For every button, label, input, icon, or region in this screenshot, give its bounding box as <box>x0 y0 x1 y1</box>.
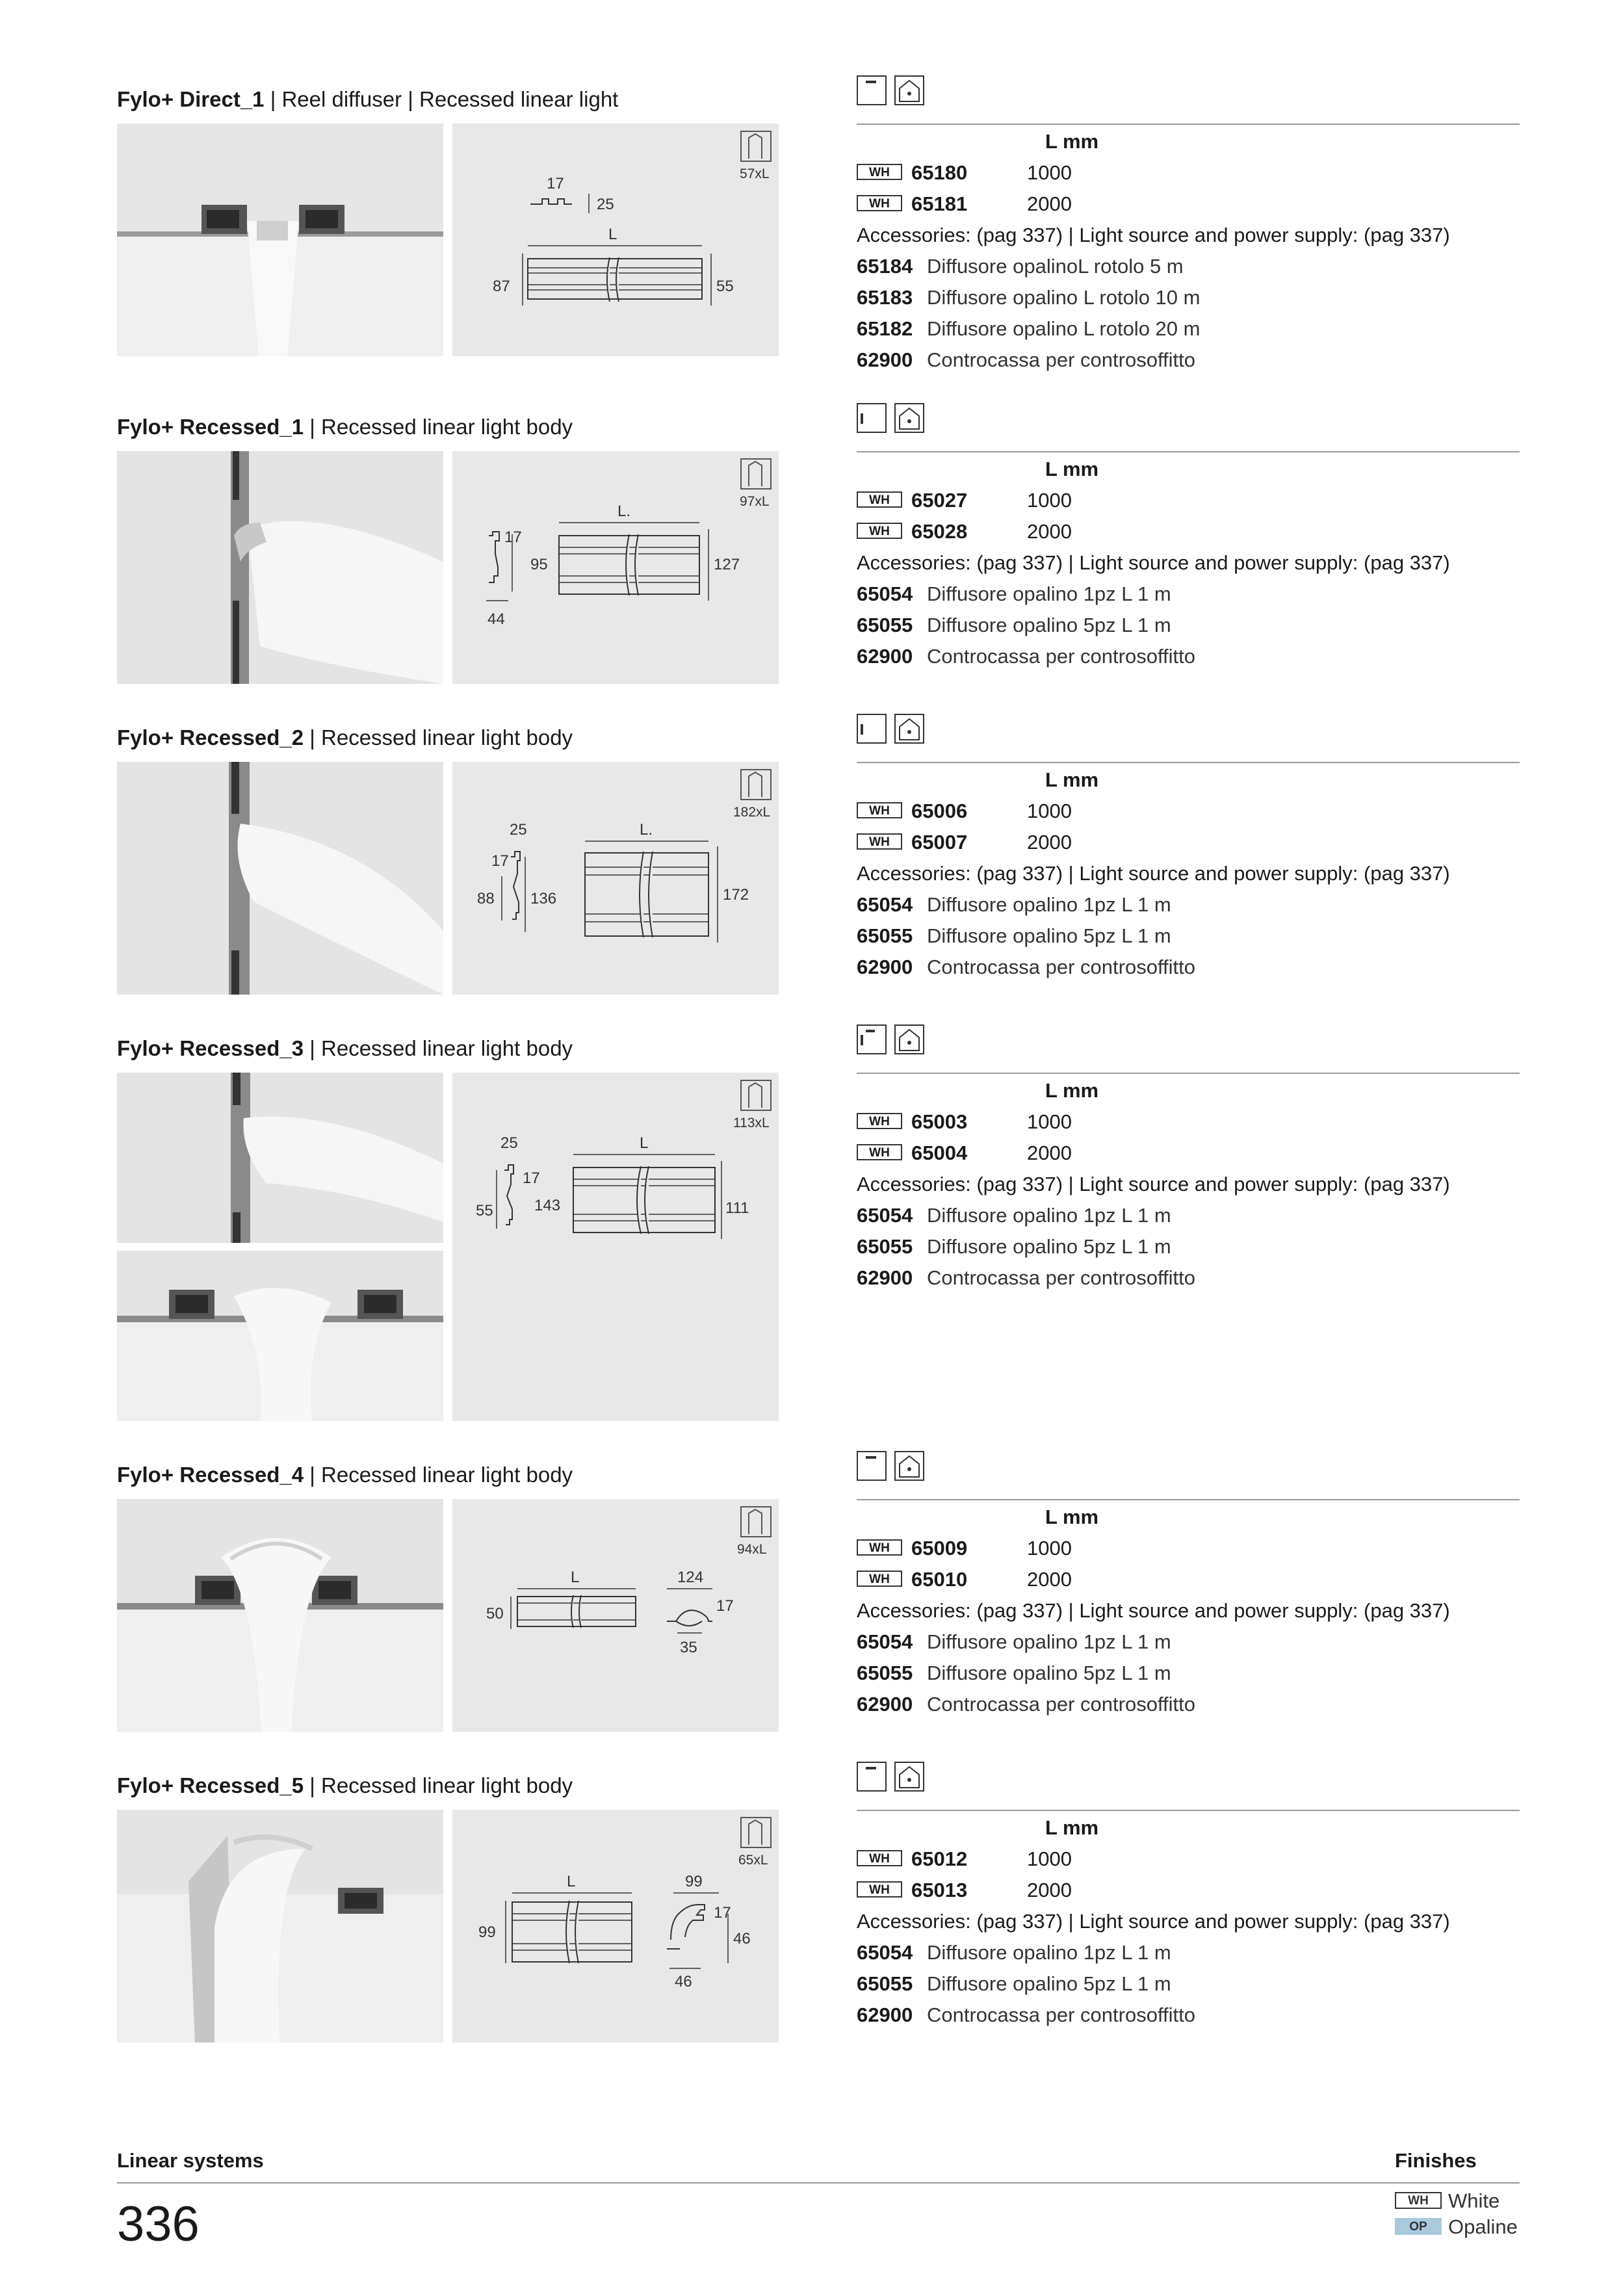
divider <box>857 1499 1520 1500</box>
svg-text:25: 25 <box>597 196 614 213</box>
accessory-item: 65055 Diffusore opalino 5pz L 1 m <box>857 924 1171 947</box>
mounting-icons <box>857 403 924 433</box>
divider <box>857 1810 1520 1811</box>
svg-text:113xL: 113xL <box>733 1115 770 1130</box>
indoor-icon <box>894 403 924 433</box>
svg-text:17: 17 <box>714 1904 731 1922</box>
accessories-line: Accessories: (pag 337) | Light source and power supply: (pag 337) <box>857 224 1450 246</box>
svg-text:182xL: 182xL <box>733 805 771 820</box>
svg-text:L: L <box>608 226 617 243</box>
svg-text:25: 25 <box>500 1134 518 1152</box>
svg-text:35: 35 <box>680 1639 697 1656</box>
product-photo <box>117 124 443 356</box>
table-row: WH 65009 1000 <box>857 1533 1520 1564</box>
accessory-item: 65182 Diffusore opalino L rotolo 20 m <box>857 317 1201 340</box>
technical-drawing <box>452 762 779 995</box>
svg-text:88: 88 <box>477 890 495 907</box>
table-row: WH 65010 2000 <box>857 1564 1520 1595</box>
multiplier-label: 57xL <box>740 166 770 181</box>
indoor-icon <box>894 1451 924 1481</box>
technical-drawing <box>452 124 779 356</box>
svg-text:136: 136 <box>530 890 557 907</box>
mounting-icons <box>857 75 924 105</box>
svg-text:46: 46 <box>733 1930 751 1948</box>
table-row: WH 65004 2000 <box>857 1138 1520 1169</box>
svg-text:127: 127 <box>714 556 740 573</box>
page-number: 336 <box>117 2197 200 2252</box>
accessories-line: Accessories: (pag 337) | Light source and power supply: (pag 337) <box>857 862 1450 885</box>
table-row: WH 65180 1000 <box>857 157 1520 189</box>
technical-drawing <box>452 1073 779 1421</box>
table-row: WH 65007 2000 <box>857 827 1520 858</box>
table-header: L mm <box>1045 1816 1099 1839</box>
svg-text:46: 46 <box>675 1973 692 1990</box>
accessory-item: 62900 Controcassa per controsoffitto <box>857 956 1195 978</box>
table-row: WH 65012 1000 <box>857 1844 1520 1875</box>
table-header: L mm <box>1045 768 1099 791</box>
accessory-item: 62900 Controcassa per controsoffitto <box>857 645 1195 668</box>
table-row: WH 65028 2000 <box>857 516 1520 547</box>
svg-text:143: 143 <box>534 1197 561 1214</box>
accessory-item: 65184 Diffusore opalinoL rotolo 5 m <box>857 255 1184 278</box>
accessory-item: 62900 Controcassa per controsoffitto <box>857 1693 1195 1715</box>
product-table <box>857 454 1520 672</box>
indoor-icon <box>894 75 924 105</box>
product-table <box>857 1075 1520 1294</box>
svg-text:172: 172 <box>723 886 749 904</box>
svg-text:17: 17 <box>716 1597 734 1615</box>
table-row: WH 65003 1000 <box>857 1106 1520 1138</box>
svg-text:L: L <box>567 1873 576 1890</box>
technical-drawing <box>452 451 779 684</box>
table-row: WH 65027 1000 <box>857 485 1520 516</box>
svg-text:111: 111 <box>725 1199 749 1217</box>
accessory-item: 65055 Diffusore opalino 5pz L 1 m <box>857 1972 1171 1995</box>
svg-text:99: 99 <box>685 1873 703 1890</box>
product-table <box>857 764 1520 983</box>
svg-text:97xL: 97xL <box>740 494 770 509</box>
finish-legend-white: WH White <box>1395 2189 1500 2213</box>
section-title: Fylo+ Recessed_2 | Recessed linear light body <box>117 725 573 750</box>
footer-finishes-title: Finishes <box>1395 2149 1477 2172</box>
product-photo <box>117 1499 443 1732</box>
ceiling-recessed-icon <box>857 75 887 105</box>
svg-text:L: L <box>640 1134 649 1152</box>
product-table <box>857 126 1520 376</box>
footer-divider <box>117 2182 1520 2184</box>
table-header: L mm <box>1045 458 1099 480</box>
table-row: WH 65181 2000 <box>857 189 1520 220</box>
wall-ceiling-recessed-icon <box>857 1024 887 1054</box>
footer-category: Linear systems <box>117 2149 264 2172</box>
table-header: L mm <box>1045 130 1099 153</box>
accessories-line: Accessories: (pag 337) | Light source and power supply: (pag 337) <box>857 1173 1450 1195</box>
svg-text:L.: L. <box>640 821 653 839</box>
accessories-line: Accessories: (pag 337) | Light source and power supply: (pag 337) <box>857 551 1450 574</box>
svg-text:94xL: 94xL <box>737 1542 767 1557</box>
technical-drawing <box>452 1499 779 1732</box>
svg-text:95: 95 <box>530 556 548 573</box>
accessory-item: 62900 Controcassa per controsoffitto <box>857 348 1195 371</box>
ceiling-recessed-icon <box>857 1451 887 1481</box>
section-title: Fylo+ Direct_1 | Reel diffuser | Recessed linear light <box>117 87 619 111</box>
accessory-item: 65054 Diffusore opalino 1pz L 1 m <box>857 1941 1171 1964</box>
table-row: WH 65013 2000 <box>857 1875 1520 1906</box>
mounting-icons <box>857 1024 924 1054</box>
table-row: WH 65006 1000 <box>857 796 1520 827</box>
accessory-item: 65055 Diffusore opalino 5pz L 1 m <box>857 1235 1171 1258</box>
product-photo <box>117 1810 443 2042</box>
section-title: Fylo+ Recessed_1 | Recessed linear light body <box>117 415 573 439</box>
divider <box>857 762 1520 763</box>
section-title: Fylo+ Recessed_4 | Recessed linear light body <box>117 1463 573 1487</box>
section-title: Fylo+ Recessed_5 | Recessed linear light body <box>117 1773 573 1797</box>
technical-drawing <box>452 1810 779 2042</box>
accessory-item: 65054 Diffusore opalino 1pz L 1 m <box>857 582 1171 605</box>
accessories-line: Accessories: (pag 337) | Light source and power supply: (pag 337) <box>857 1910 1450 1933</box>
svg-text:44: 44 <box>487 610 505 628</box>
svg-text:17: 17 <box>547 175 564 192</box>
accessory-item: 62900 Controcassa per controsoffitto <box>857 1266 1195 1289</box>
product-table <box>857 1502 1520 1720</box>
svg-text:99: 99 <box>478 1924 496 1941</box>
accessory-item: 65055 Diffusore opalino 5pz L 1 m <box>857 614 1171 636</box>
product-photo <box>117 1251 443 1421</box>
accessory-item: 65183 Diffusore opalino L rotolo 10 m <box>857 286 1201 309</box>
svg-text:L: L <box>571 1569 580 1586</box>
svg-text:87: 87 <box>493 278 510 295</box>
indoor-icon <box>894 1762 924 1792</box>
section-title: Fylo+ Recessed_3 | Recessed linear light body <box>117 1036 573 1060</box>
divider <box>857 1073 1520 1074</box>
accessories-line: Accessories: (pag 337) | Light source and power supply: (pag 337) <box>857 1599 1450 1622</box>
table-header: L mm <box>1045 1506 1099 1528</box>
svg-text:25: 25 <box>510 821 527 839</box>
svg-text:55: 55 <box>716 278 734 295</box>
svg-text:17: 17 <box>491 852 509 870</box>
accessory-item: 65054 Diffusore opalino 1pz L 1 m <box>857 1630 1171 1653</box>
svg-text:50: 50 <box>486 1605 504 1623</box>
divider <box>857 124 1520 125</box>
product-photo <box>117 762 443 995</box>
svg-text:17: 17 <box>523 1169 540 1187</box>
mounting-icons <box>857 1762 924 1792</box>
mounting-icons <box>857 1451 924 1481</box>
table-header: L mm <box>1045 1079 1099 1102</box>
product-table <box>857 1812 1520 2031</box>
product-photo <box>117 1073 443 1243</box>
accessory-item: 65054 Diffusore opalino 1pz L 1 m <box>857 893 1171 916</box>
svg-text:124: 124 <box>677 1569 704 1586</box>
svg-text:17: 17 <box>504 528 522 546</box>
indoor-icon <box>894 714 924 744</box>
ceiling-recessed-icon <box>857 1762 887 1792</box>
finish-legend-opaline: OP Opaline <box>1395 2215 1518 2239</box>
divider <box>857 451 1520 452</box>
accessory-item: 65055 Diffusore opalino 5pz L 1 m <box>857 1662 1171 1684</box>
indoor-icon <box>894 1024 924 1054</box>
product-photo <box>117 451 443 684</box>
wall-recessed-icon <box>857 714 887 744</box>
accessory-item: 62900 Controcassa per controsoffitto <box>857 2003 1195 2026</box>
svg-text:L.: L. <box>617 502 631 520</box>
wall-recessed-icon <box>857 403 887 433</box>
mounting-icons <box>857 714 924 744</box>
accessory-item: 65054 Diffusore opalino 1pz L 1 m <box>857 1204 1171 1227</box>
svg-text:55: 55 <box>476 1202 493 1220</box>
svg-text:65xL: 65xL <box>738 1853 768 1868</box>
